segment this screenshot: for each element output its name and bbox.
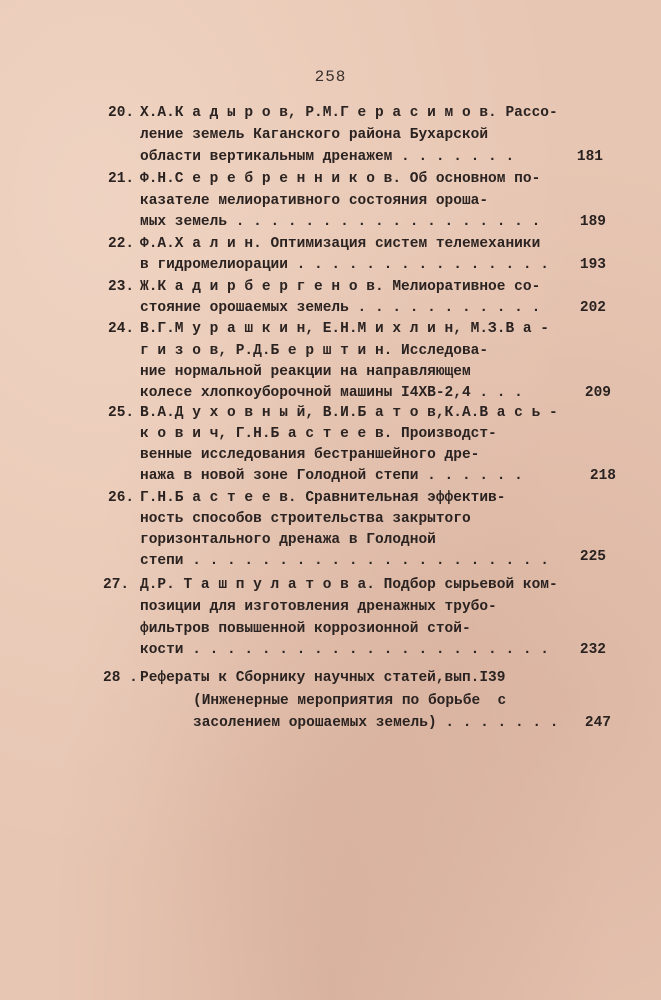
entry-line: кости . . . . . . . . . . . . . . . . . . . . . [140,642,549,658]
entry-number: 20. [108,105,135,121]
entry-page: 189 [579,214,606,230]
entry-line: фильтров повышенной коррозионной стой- [140,621,471,637]
entry-line: г и з о в, Р.Д.Б е р ш т и н. Исследова- [140,343,489,359]
entry-line: ность способов строительства закрытого [140,511,471,527]
entry-line: колесе хлопкоуборочной машины I4ХВ-2,4 . . . [140,385,523,401]
entry-line: позиции для изготовления дренажных трубо- [140,599,497,615]
entry-line: Д.Р. Т а ш п у л а т о в а. Подбор сырьевой ком- [140,577,558,593]
entry-line: Г.Н.Б а с т е е в. Сравнительная эффектив- [140,490,506,506]
entry-page: 225 [579,549,606,565]
entry-number: 23. [108,279,135,295]
entry-line: (Инженерные мероприятия по борьбе с [193,693,507,709]
entry-line: ление земель Каганского района Бухарской [140,127,489,143]
entry-line: нажа в новой зоне Голодной степи . . . . . . [140,468,523,484]
entry-number: 22. [108,236,135,252]
entry-line: ние нормальной реакции на направляющем [140,364,471,380]
entry-line: области вертикальным дренажем . . . . . . . [140,149,515,165]
entry-page: 209 [584,385,611,401]
entry-number: 27. [103,577,130,593]
entry-line: Ж.К а д и р б е р г е н о в. Мелиоративное со- [140,279,541,295]
entry-line: горизонтального дренажа в Голодной [140,532,436,548]
entry-line: степи . . . . . . . . . . . . . . . . . . . . . [140,553,549,569]
entry-line: казателе мелиоративного состояния ороша- [140,193,489,209]
entry-line: Рефераты к Сборнику научных статей,вып.I39 [140,670,506,686]
entry-number: 26. [108,490,135,506]
entry-line: Ф.А.Х а л и н. Оптимизация систем телемеханики [140,236,541,252]
entry-page: 232 [579,642,606,658]
entry-page: 181 [576,149,603,165]
entry-line: мых земель . . . . . . . . . . . . . . . . . . [140,214,541,230]
entry-line: венные исследования бестраншейного дре- [140,447,480,463]
entry-number: 28 . [103,670,138,686]
entry-line: В.А.Д у х о в н ы й, В.И.Б а т о в,К.А.В а с ь - [140,405,558,421]
entry-line: стояние орошаемых земель . . . . . . . . . . . [140,300,541,316]
entry-line: В.Г.М у р а ш к и н, Е.Н.М и х л и н, М.З.В а - [140,321,549,337]
entry-line: к о в и ч, Г.Н.Б а с т е е в. Производст- [140,426,497,442]
entry-page: 247 [584,715,611,731]
entry-number: 24. [108,321,135,337]
entry-line: засолением орошаемых земель) . . . . . . . [193,715,559,731]
entry-line: в гидромелиорации . . . . . . . . . . . . . . . [140,257,549,273]
entry-number: 21. [108,171,135,187]
entry-line: Ф.Н.С е р е б р е н н и к о в. Об основном по- [140,171,541,187]
page-number: 258 [314,68,347,86]
entry-page: 202 [579,300,606,316]
entry-page: 193 [579,257,606,273]
entry-number: 25. [108,405,135,421]
entry-page: 218 [589,468,616,484]
entry-line: Х.А.К а д ы р о в, Р.М.Г е р а с и м о в. Рассо- [140,105,558,121]
